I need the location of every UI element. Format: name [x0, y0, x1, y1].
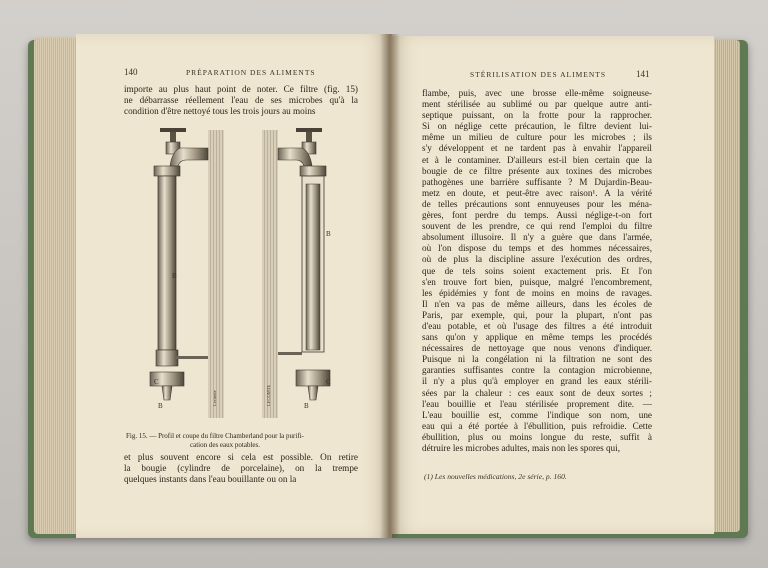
figure-label-b3: B	[326, 230, 331, 238]
engraver-signature-left: Lecomte	[212, 390, 217, 406]
figure-label-b4: B	[304, 402, 309, 410]
text-line: nécessaires de nettoyage que nous venons d'indiquer.	[422, 343, 652, 354]
text-line: la bougie (cylindre de porcelaine), on la trempe	[124, 463, 358, 474]
text-line: sans qu'on y applique en même temps les procédés	[422, 332, 652, 343]
left-page-number: 140	[124, 67, 138, 77]
wall-left	[208, 130, 224, 418]
text-line: les épidémies y font de moins en moins de ravages.	[422, 287, 652, 298]
engraver-signature-right: LECOMTE	[266, 384, 271, 406]
right-text-body	[422, 88, 652, 454]
text-line: l'eau bouillie et l'eau stérilisée proprement dite. —	[422, 398, 652, 409]
text-line: absolument illusoire. Il n'y a guère que dans l'armée,	[422, 232, 652, 243]
text-line: souvent de les prendre, ce qui rend l'emploi du filtre	[422, 221, 652, 232]
left-running-head: PRÉPARATION DES ALIMENTS	[186, 68, 316, 77]
figure-label-c2: C	[326, 378, 331, 386]
text-line: ment stérilisée au sublimé ou par quelque autre anti-	[422, 99, 652, 110]
text-line: même un milieu de culture pour les microbes ; ils	[422, 132, 652, 143]
text-line: quelques instants dans l'eau bouillante ou on la	[124, 474, 297, 485]
text-line: et à le contaminer. D'ailleurs est-il bien certain que la	[422, 154, 652, 165]
text-line: septique puissant, on la frotte pour la rapprocher.	[422, 110, 652, 121]
text-line: ne débarrasse réellement l'eau de ses microbes qu'à la	[124, 95, 358, 106]
filter-section	[278, 128, 330, 400]
text-line: Si on néglige cette précaution, le filtre devient lui-	[422, 121, 652, 132]
text-line: Paris, par exemple, qui, pour la plupart, n'ont pas	[422, 309, 652, 320]
filter-profile	[150, 128, 208, 400]
text-line: sées par la chaleur : ces eaux sont de deux sortes ;	[422, 387, 652, 398]
book-gutter	[380, 34, 400, 538]
text-line: garanties suffisantes contre la contagion microbienne,	[422, 365, 652, 376]
figure-label-b1: B	[172, 272, 177, 280]
caption-line: Fig. 15. — Profil et coupe du filtre Chamberland pour la purifi-	[126, 432, 304, 440]
footnote: (1) Les nouvelles médications, 2e série, p. 160.	[424, 472, 567, 481]
right-page	[388, 36, 714, 534]
right-page-number: 141	[636, 69, 650, 79]
left-text-top	[124, 84, 358, 117]
page-edges-left	[34, 38, 80, 534]
text-line: metz en doute, et peut-être avec raison¹. A la vérité	[422, 187, 652, 198]
left-text-bottom	[124, 452, 358, 485]
text-line: il n'y a plus qu'à employer en grand les eaux stérili-	[422, 376, 652, 387]
text-line: ébullition, plus ou moins longue du reste, suffit à	[422, 431, 652, 442]
text-line: et plus souvent encore si cela est possible. On retire	[124, 452, 358, 462]
text-line: s'y développent et ne tardent pas à envahir l'appareil	[422, 143, 652, 154]
text-line: Il n'en va pas de même ailleurs, dans les écoles de	[422, 298, 652, 309]
text-line: détruire les microbes adultes, mais non les spores qui,	[422, 443, 620, 453]
text-line: pathogènes une barrière suffisante ? M Dujardin-Beau-	[422, 176, 652, 187]
figure-label-c1: C	[154, 378, 159, 386]
text-line: eau qui a été portée à l'ébullition, puis refroidie. Cette	[422, 420, 652, 431]
text-line: où l'on dispose du temps et des hommes nécessaires,	[422, 243, 652, 254]
left-page	[76, 34, 392, 538]
text-line: que de tels soins soient exactement pris. Et l'on	[422, 265, 652, 276]
chamberland-filter-figure	[120, 126, 346, 422]
caption-line: cation des eaux potables.	[190, 441, 260, 449]
text-line: de telles précautions sont ennuyeuses pour les ména-	[422, 198, 652, 209]
figure-label-b2: B	[158, 402, 163, 410]
figure-caption	[126, 432, 358, 450]
text-line: où de plus la discipline assure l'exécution des ordres,	[422, 254, 652, 265]
text-line: L'eau bouillie est, comme l'indique son nom, une	[422, 409, 652, 420]
text-line: s'en trouve fort bien, puisque, malgré l'encombrement,	[422, 276, 652, 287]
text-line: flambe, puis, avec une brosse elle-même soigneuse-	[422, 88, 652, 98]
text-line: Puisque ni la congélation ni la filtration ne sont des	[422, 354, 652, 365]
wall-right	[262, 130, 278, 418]
text-line: importe au plus haut point de noter. Ce filtre (fig. 15)	[124, 84, 358, 94]
text-line: condition d'être nettoyé tous les trois jours au moins	[124, 106, 316, 117]
text-line: gères, font perdre du temps. Aussi néglige-t-on fort	[422, 210, 652, 221]
text-line: bougie de ce filtre présente aux toxines des microbes	[422, 165, 652, 176]
text-line: d'eau potable, et où l'usage des filtres a été introduit	[422, 320, 652, 331]
right-running-head: STÉRILISATION DES ALIMENTS	[470, 70, 606, 79]
